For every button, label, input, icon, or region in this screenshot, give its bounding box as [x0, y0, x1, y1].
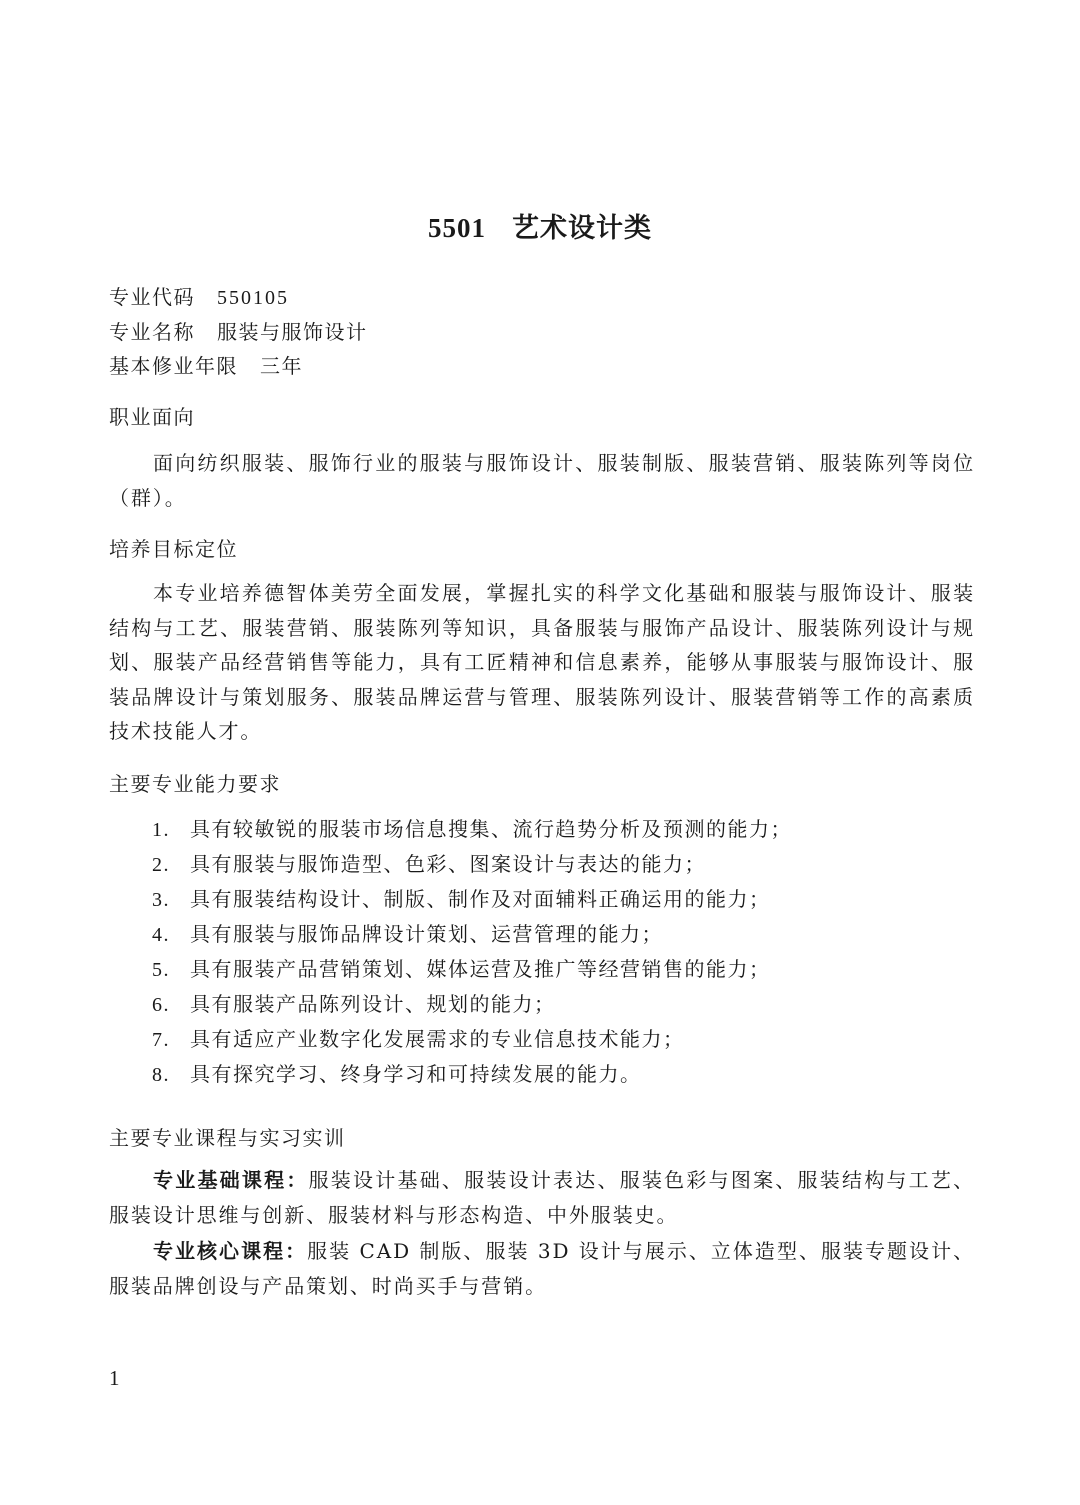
ability-item-number: 6.: [152, 994, 170, 1016]
ability-item-text: 具有适应产业数字化发展需求的专业信息技术能力；: [190, 1027, 685, 1051]
ability-item: [152, 1022, 972, 1057]
core-courses-label: 专业核心课程：: [153, 1239, 308, 1263]
category-name: 艺术设计类: [512, 213, 652, 244]
major-name-row: [109, 315, 979, 350]
basic-courses-paragraph: [109, 1163, 975, 1232]
basic-courses-label: 专业基础课程：: [153, 1168, 309, 1192]
career-paragraph: 面向纺织服装、服饰行业的服装与服饰设计、服装制版、服装营销、服装陈列等岗位（群）。: [109, 451, 975, 510]
ability-item-number: 2.: [152, 854, 170, 876]
ability-item-number: 5.: [152, 959, 170, 981]
ability-item-text: 具有服装与服饰造型、色彩、图案设计与表达的能力；: [190, 852, 706, 876]
basic-courses-text: 服装设计基础、服装设计表达、服装色彩与图案、服装结构与工艺、服装设计思维与创新、服装材料与形态构造、中外服装史。: [109, 1168, 975, 1227]
ability-item-number: 3.: [152, 889, 170, 911]
ability-item-text: 具有服装产品营销策划、媒体运营及推广等经营销售的能力；: [190, 957, 771, 981]
ability-item-text: 具有服装产品陈列设计、规划的能力；: [190, 992, 556, 1016]
major-code-row: [109, 280, 979, 315]
major-name-label: 专业名称: [109, 319, 195, 344]
major-name-value: 服装与服饰设计: [217, 319, 368, 344]
ability-item-text: 具有服装结构设计、制版、制作及对面辅料正确运用的能力；: [190, 887, 771, 911]
study-years-row: [109, 349, 979, 384]
major-info: [109, 280, 979, 384]
abilities-list: [152, 812, 972, 1092]
ability-item: [152, 952, 972, 987]
core-courses-text: 服装 CAD 制版、服装 3D 设计与展示、立体造型、服装专题设计、服装品牌创设与产品策划、时尚买手与营销。: [109, 1239, 975, 1298]
ability-item: [152, 917, 972, 952]
ability-item-text: 具有较敏锐的服装市场信息搜集、流行趋势分析及预测的能力；: [190, 817, 792, 841]
study-years-label: 基本修业年限: [109, 354, 238, 378]
ability-item-text: 具有服装与服饰品牌设计策划、运营管理的能力；: [190, 922, 663, 946]
ability-item-number: 7.: [152, 1029, 170, 1051]
ability-item: [152, 847, 972, 882]
study-years-value: 三年: [260, 354, 303, 378]
ability-item-number: 1.: [152, 819, 170, 841]
career-heading: 职业面向: [109, 405, 195, 429]
ability-item: [152, 812, 972, 847]
abilities-heading: 主要专业能力要求: [109, 772, 281, 796]
major-code-value: 550105: [217, 287, 289, 309]
ability-item: [152, 987, 972, 1022]
ability-item-number: 8.: [152, 1064, 170, 1086]
core-courses-paragraph: [109, 1234, 975, 1303]
goal-paragraph: 本专业培养德智体美劳全面发展，掌握扎实的科学文化基础和服装与服饰设计、服装结构与工艺、服装营销、服装陈列等知识，具备服装与服饰产品设计、服装陈列设计与规划、服装产品经营销售等能力，具有工匠精神和信息素养，能够从事服装与服饰设计、服装品牌设计与策划服务、服装品牌运营与管理、服装陈列设计、服装营销等工作的高素质技术技能人才。: [109, 581, 975, 743]
ability-item: [152, 1057, 972, 1092]
courses-heading: 主要专业课程与实习实训: [109, 1126, 346, 1150]
ability-item: [152, 882, 972, 917]
major-code-label: 专业代码: [109, 285, 195, 309]
category-code: 5501: [428, 213, 486, 243]
ability-item-text: 具有探究学习、终身学习和可持续发展的能力。: [190, 1062, 642, 1086]
page-number: 1: [109, 1366, 120, 1390]
goal-heading: 培养目标定位: [109, 537, 238, 561]
ability-item-number: 4.: [152, 924, 170, 946]
page-title: [0, 208, 1080, 249]
